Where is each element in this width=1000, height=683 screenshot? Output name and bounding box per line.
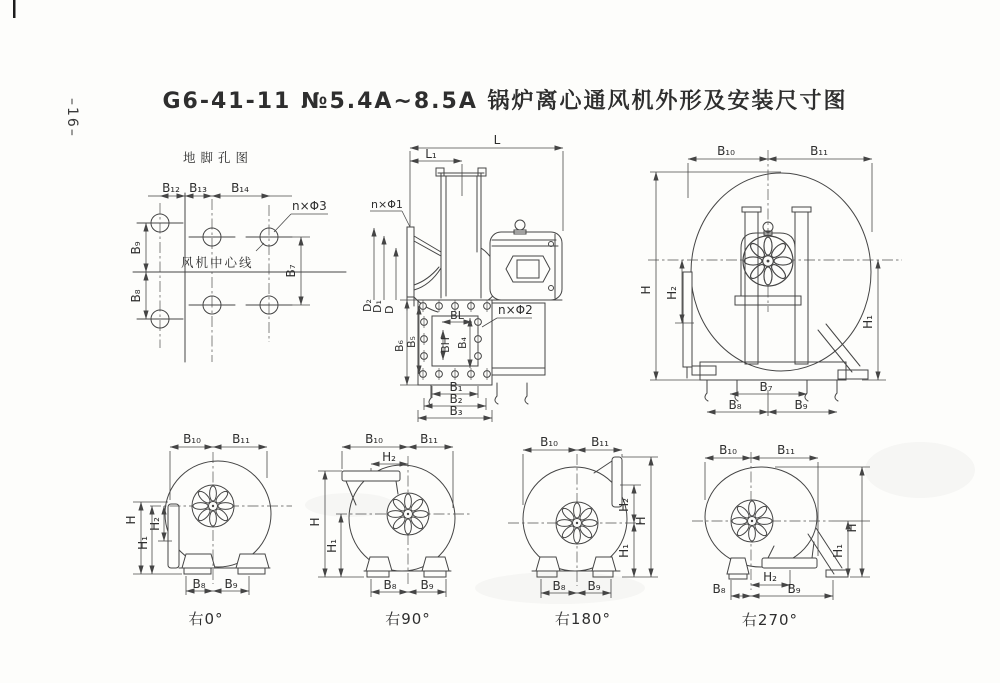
orientation-view-90 (308, 432, 472, 628)
motor (490, 220, 562, 300)
view-caption: 右90° (385, 610, 431, 628)
dim-h: H (634, 516, 648, 526)
dim-b8: B₈ (552, 579, 566, 593)
dim-b9: B₉ (587, 579, 601, 593)
dim-h: H (845, 523, 859, 533)
dim-b8: B₈ (728, 398, 742, 412)
dim-b8: B₈ (129, 289, 143, 303)
dim-b8: B₈ (712, 582, 726, 596)
dim-b6: B₆ (393, 340, 406, 352)
dim-h1: H₁ (325, 539, 339, 553)
dim-b10: B₁₀ (365, 432, 383, 446)
dim-d2: D₂ (361, 299, 374, 312)
dim-b10: B₁₀ (540, 435, 558, 449)
outlet-edge (762, 558, 817, 568)
dim-b11: B₁₁ (420, 432, 438, 446)
impeller-wheel (192, 485, 234, 527)
dim-bl: BL (450, 309, 464, 322)
fan-centerline-label: 风机中心线 (181, 255, 254, 270)
outlet-edge (168, 504, 179, 568)
dim-d1: D₁ (371, 300, 384, 313)
dim-b9: B₉ (224, 577, 238, 591)
dim-b8: B₈ (383, 578, 397, 592)
foundation-title: 地脚孔图 (183, 150, 254, 165)
impeller-wheel (743, 236, 793, 286)
dim-b11: B₁₁ (777, 443, 795, 457)
dim-b1: B₁ (449, 380, 463, 394)
foundation-hole-diagram (129, 150, 346, 362)
dim-h1: H₁ (861, 315, 875, 329)
dim-n-phi3: n×Φ3 (292, 199, 327, 213)
dim-h2: H₂ (665, 286, 679, 300)
dim-b9: B₉ (420, 578, 434, 592)
dim-b11: B₁₁ (232, 432, 250, 446)
dim-b14: B₁₄ (231, 181, 249, 195)
dim-h2: H₂ (148, 517, 162, 531)
dim-b10: B₁₀ (717, 144, 735, 158)
dim-h: H (124, 515, 138, 525)
fan-front-view (639, 144, 902, 416)
dim-b8: B₈ (192, 577, 206, 591)
front-base (692, 324, 868, 401)
view-caption: 右180° (554, 610, 612, 628)
dim-b11: B₁₁ (591, 435, 609, 449)
support-posts (742, 207, 811, 364)
orientation-view-0 (124, 432, 292, 628)
dim-h: H (639, 285, 653, 295)
view-caption: 右0° (188, 610, 224, 628)
dim-b7: B₇ (759, 380, 773, 394)
view-caption: 右270° (741, 611, 799, 629)
impeller-wheel (556, 502, 598, 544)
dim-b11: B₁₁ (810, 144, 828, 158)
dim-h: H (308, 517, 322, 527)
dim-b9: B₉ (787, 582, 801, 596)
dim-h2: H₂ (617, 498, 631, 512)
fan-side-view (361, 133, 563, 422)
dim-b5: B₅ (405, 336, 418, 348)
dim-b10: B₁₀ (719, 443, 737, 457)
dim-b9: B₉ (129, 241, 143, 255)
dim-h1: H₁ (136, 536, 150, 550)
dim-d: D (383, 305, 396, 314)
dim-bh: BH (439, 337, 452, 353)
inlet-cone (407, 227, 441, 310)
page-title: G6-41-11 №5.4A~8.5A 锅炉离心通风机外形及安装尺寸图 (162, 89, 848, 114)
page-number: –16– (64, 98, 80, 138)
dim-h1: H₁ (831, 544, 845, 558)
dim-b12: B₁₂ (162, 181, 180, 195)
dim-h2: H₂ (382, 450, 396, 464)
orientation-view-270 (692, 443, 870, 629)
dim-b2: B₂ (449, 392, 463, 406)
dim-h1: H₁ (617, 544, 631, 558)
dim-b3: B₃ (449, 404, 463, 418)
dim-n-phi1: n×Φ1 (371, 198, 403, 211)
dim-l1: L₁ (425, 147, 437, 161)
dim-b7: B₇ (284, 264, 298, 278)
dim-l: L (493, 133, 501, 147)
outlet-edge (342, 471, 400, 481)
dim-b4: B₄ (456, 337, 469, 349)
outlet-duct (436, 168, 486, 298)
dim-h2: H₂ (763, 570, 777, 584)
dim-b13: B₁₃ (189, 181, 207, 195)
impeller-wheel (731, 500, 773, 542)
dim-n-phi2: n×Φ2 (498, 303, 533, 317)
dim-b10: B₁₀ (183, 432, 201, 446)
impeller-wheel (387, 493, 429, 535)
dim-b9: B₉ (794, 398, 808, 412)
outlet-edge (683, 272, 692, 367)
